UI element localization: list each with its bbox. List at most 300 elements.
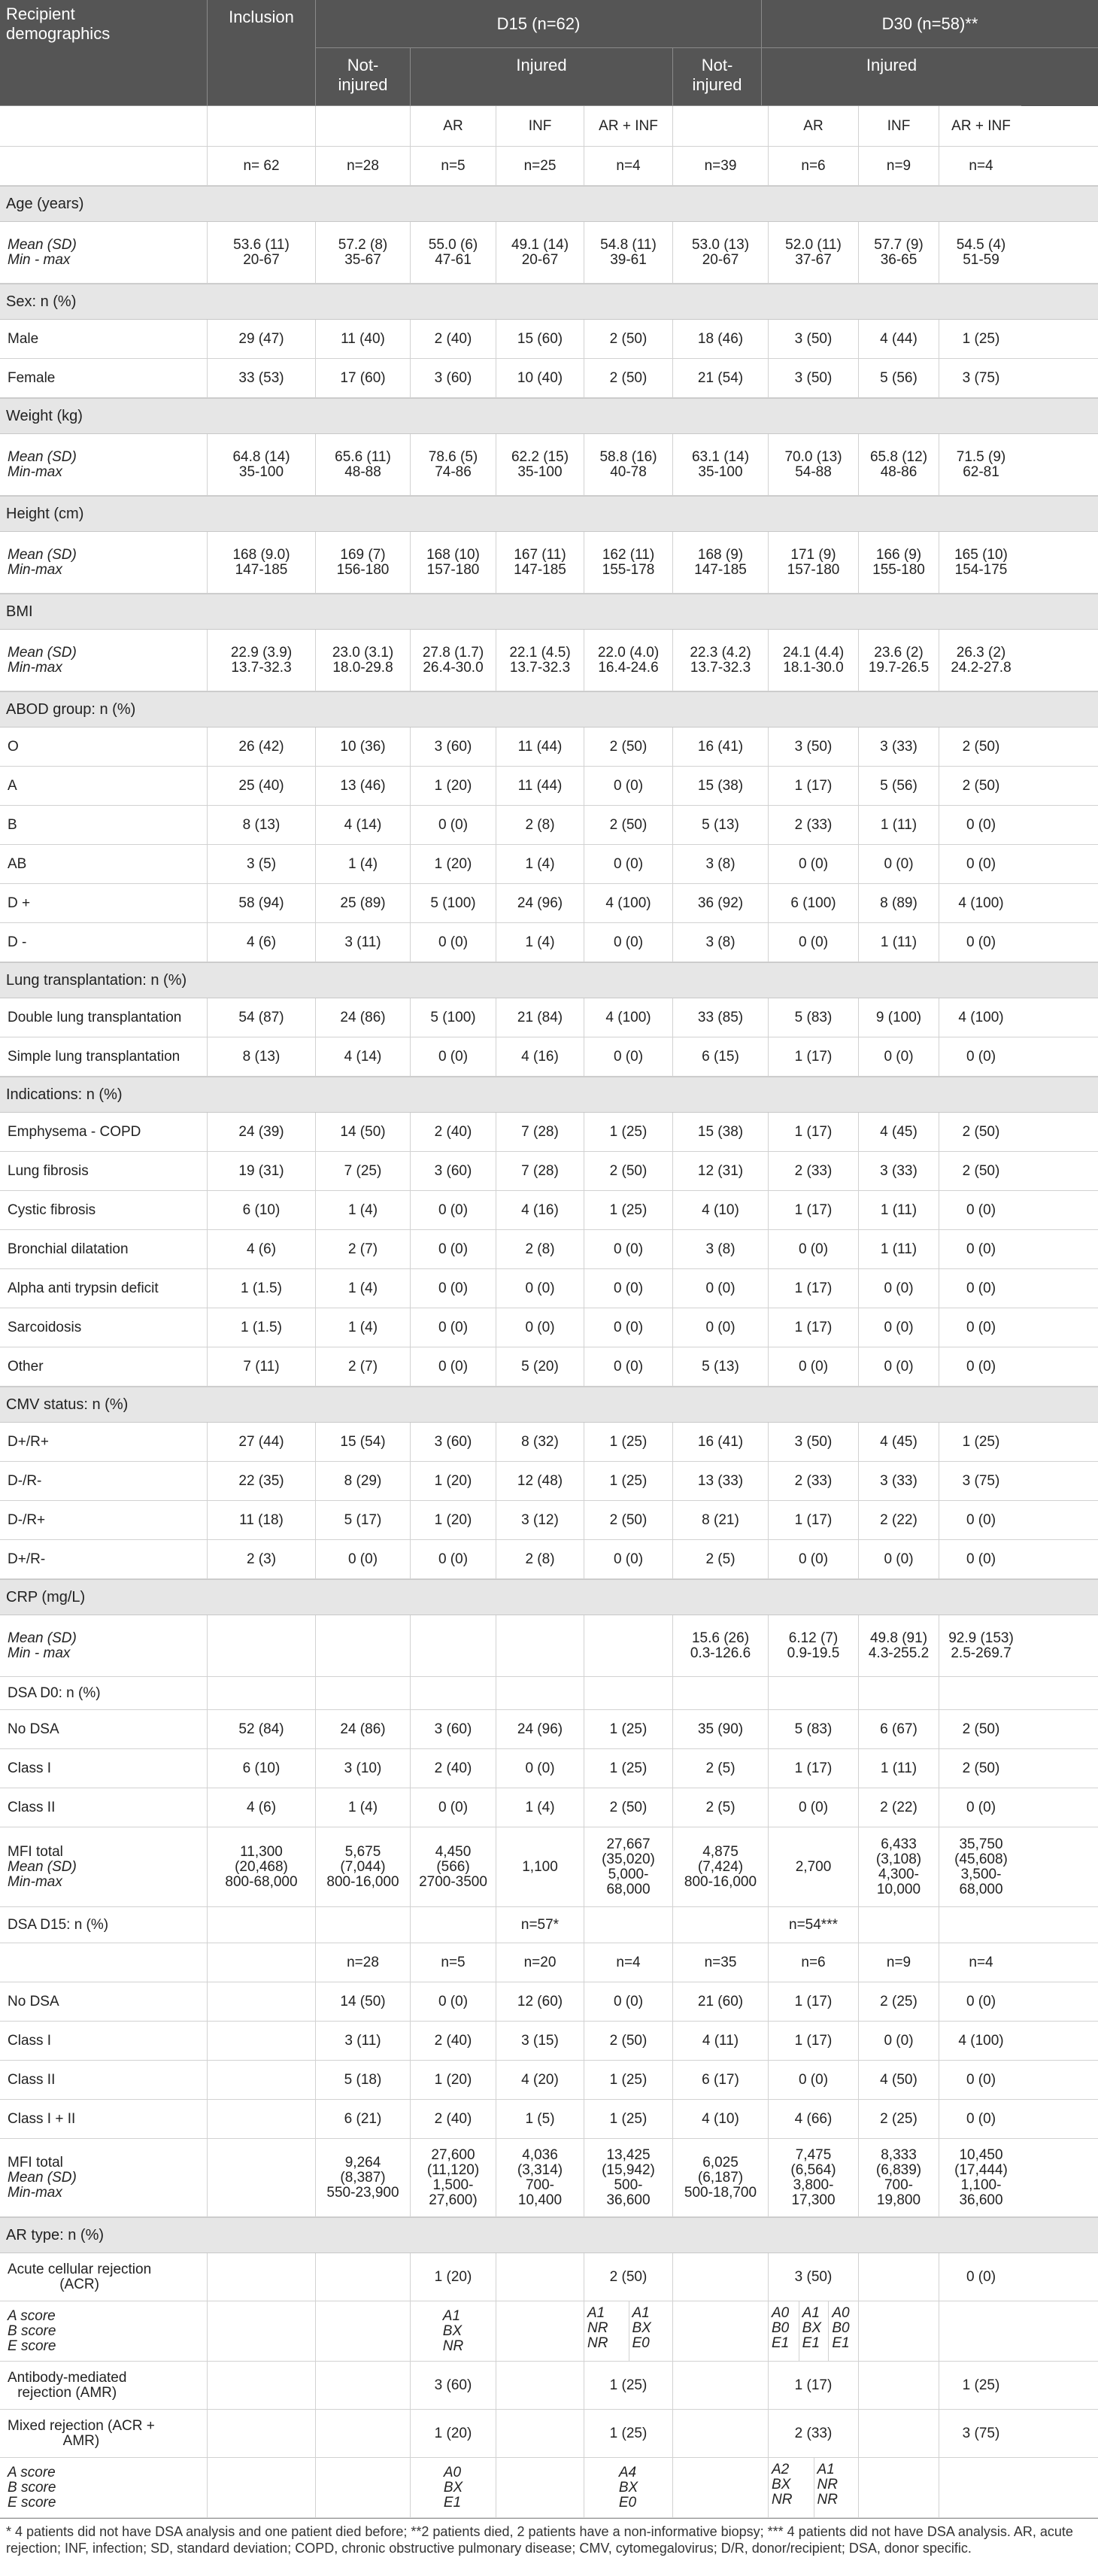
table-cell — [207, 2410, 315, 2457]
cell-text: 3 (60) — [434, 1162, 472, 1179]
cell-text: 2 (33) — [794, 1162, 833, 1179]
cell-text: 1 (17) — [794, 1319, 833, 1335]
cell-text: 4 (50) — [880, 2071, 918, 2088]
cell-text: 7 (28) — [521, 1123, 559, 1140]
table-row — [0, 2061, 1098, 2100]
cell-text: Simple lung transplantation — [8, 1048, 180, 1065]
table-cell — [315, 2139, 410, 2216]
cell-text: 15.6 (26) 0.3-126.6 — [690, 1630, 751, 1661]
cell-text: 1 (17) — [794, 1123, 833, 1140]
table-cell — [939, 2061, 1023, 2099]
table-row — [0, 106, 1098, 147]
header-d30: D30 (n=58)** — [761, 0, 1098, 48]
table-cell — [858, 1423, 939, 1461]
table-cell — [315, 2253, 410, 2301]
table-cell — [672, 434, 768, 495]
cell-text: Mean (SD) Min - max — [8, 1630, 77, 1661]
cell-text: 0 (0) — [613, 1048, 644, 1065]
row-label — [0, 1230, 207, 1268]
cell-text: 54 (87) — [238, 1009, 284, 1025]
table-cell — [672, 1788, 768, 1827]
cell-text: 57.2 (8) 35-67 — [338, 236, 388, 268]
cell-text: 1 (25) — [609, 1721, 648, 1737]
table-cell — [496, 1462, 584, 1500]
table-cell — [672, 1347, 768, 1386]
cell-text: 1 (4) — [525, 855, 555, 872]
table-cell — [858, 1308, 939, 1347]
table-cell — [584, 806, 672, 844]
table-cell — [768, 1615, 858, 1676]
cell-text: 22.1 (4.5) 13.7-32.3 — [509, 644, 571, 676]
table-cell — [207, 1749, 315, 1788]
table-cell — [672, 222, 768, 283]
table-cell — [410, 845, 496, 883]
cell-text: DSA D15: n (%) — [8, 1916, 109, 1933]
cell-text: 1 (17) — [794, 1760, 833, 1776]
table-cell — [410, 532, 496, 593]
table-row — [0, 2362, 1098, 2410]
cell-text: 4 (100) — [958, 2032, 1004, 2049]
cell-text: Sarcoidosis — [8, 1319, 82, 1335]
cell-text: D + — [8, 895, 31, 911]
cell-text: 0 (0) — [966, 1511, 996, 1528]
table-cell — [207, 1982, 315, 2021]
cell-text: No DSA — [8, 1721, 59, 1737]
table-cell — [768, 106, 858, 146]
cell-text: 7 (11) — [243, 1358, 280, 1375]
table-cell — [672, 1827, 768, 1906]
cell-text: 2 (50) — [609, 1162, 648, 1179]
cell-text: 0 (0) — [966, 2110, 996, 2127]
table-cell — [939, 1501, 1023, 1539]
table-cell — [584, 222, 672, 283]
table-cell — [939, 2301, 1023, 2361]
table-row — [0, 1230, 1098, 1269]
section-header: BMI — [0, 594, 1098, 630]
table-cell — [672, 1191, 768, 1229]
table-cell — [496, 806, 584, 844]
table-cell — [410, 1540, 496, 1578]
table-cell — [939, 359, 1023, 397]
table-cell — [672, 1615, 768, 1676]
cell-text: INF — [887, 117, 911, 134]
table-cell — [584, 1423, 672, 1461]
table-cell — [939, 728, 1023, 766]
cell-text: 19 (31) — [238, 1162, 284, 1179]
table-cell — [207, 1501, 315, 1539]
table-row — [0, 1308, 1098, 1347]
row-label — [0, 2253, 207, 2301]
table-cell — [315, 106, 410, 146]
table-cell — [410, 1749, 496, 1788]
cell-text: 3 (50) — [794, 738, 833, 755]
cell-text: 4 (10) — [702, 1201, 739, 1218]
cell-text: 33 (85) — [697, 1009, 744, 1025]
cell-text: 1 (20) — [434, 777, 472, 794]
cell-text: 1 (11) — [880, 1760, 918, 1776]
row-label — [0, 1113, 207, 1151]
table-cell — [315, 767, 410, 805]
table-row — [0, 2139, 1098, 2217]
cell-text: 11,300 (20,468) 800-68,000 — [225, 1843, 298, 1890]
row-label — [0, 1152, 207, 1190]
cell-text: 9 (100) — [875, 1009, 922, 1025]
cell-text: O — [8, 738, 19, 755]
row-label — [0, 2022, 207, 2060]
cell-text: 167 (11) 147-185 — [514, 546, 566, 578]
cell-text: 0 (0) — [798, 1241, 829, 1257]
table-cell — [315, 1501, 410, 1539]
table-cell — [584, 359, 672, 397]
cell-text: 35,750 (45,608) 3,500- 68,000 — [954, 1836, 1008, 1897]
cell-text: 6 (67) — [880, 1721, 918, 1737]
table-row — [0, 1462, 1098, 1501]
table-cell — [315, 434, 410, 495]
table-cell — [584, 1152, 672, 1190]
table-cell — [315, 1037, 410, 1076]
score-cell: A0 B0 E1 — [772, 2305, 790, 2351]
table-cell — [584, 1462, 672, 1500]
table-cell — [207, 2362, 315, 2409]
cell-text: 165 (10) 154-175 — [954, 546, 1008, 578]
cell-text: 24 (96) — [517, 1721, 563, 1737]
table-cell — [672, 1230, 768, 1268]
cell-text: 2 (50) — [609, 1511, 648, 1528]
cell-text: 62.2 (15) 35-100 — [511, 448, 569, 480]
table-cell — [768, 998, 858, 1037]
table-cell — [315, 1113, 410, 1151]
table-cell — [672, 1501, 768, 1539]
table-cell — [584, 1501, 672, 1539]
table-cell — [584, 2061, 672, 2099]
cell-text: 24 (86) — [340, 1721, 386, 1737]
table-cell — [496, 1827, 584, 1906]
cell-text: 27.8 (1.7) 26.4-30.0 — [422, 644, 484, 676]
table-cell — [939, 1037, 1023, 1076]
table-cell — [207, 1827, 315, 1906]
table-cell — [315, 2022, 410, 2060]
cell-text: 4 (45) — [880, 1433, 918, 1450]
table-cell — [768, 1191, 858, 1229]
cell-text: 1 (25) — [609, 2425, 648, 2441]
table-cell — [939, 1113, 1023, 1151]
cell-text: 0 (0) — [966, 934, 996, 950]
cell-text: 1 (4) — [525, 934, 555, 950]
cell-text: 22.0 (4.0) 16.4-24.6 — [597, 644, 660, 676]
table-cell — [939, 2362, 1023, 2409]
table-cell — [858, 728, 939, 766]
cell-text: AR + INF — [951, 117, 1011, 134]
cell-text: n=6 — [801, 157, 826, 174]
table-cell — [858, 147, 939, 185]
table-row — [0, 1191, 1098, 1230]
cell-text: 1 (20) — [434, 1511, 472, 1528]
table-cell — [410, 767, 496, 805]
cell-text: D-/R+ — [8, 1511, 46, 1528]
cell-text: 15 (54) — [340, 1433, 386, 1450]
table-cell — [858, 923, 939, 961]
score-cell: A1 NR NR — [814, 2458, 859, 2517]
cell-text: 2 (8) — [525, 816, 555, 833]
cell-text: 1 (11) — [880, 1201, 918, 1218]
header-d30-not-injured: Not- injured — [672, 48, 761, 106]
cell-text: 5 (100) — [430, 1009, 476, 1025]
cell-text: 0 (0) — [438, 1241, 469, 1257]
table-cell — [858, 1230, 939, 1268]
table-cell — [672, 1152, 768, 1190]
cell-text: 0 (0) — [966, 855, 996, 872]
table-cell — [768, 1462, 858, 1500]
table-cell — [858, 2301, 939, 2361]
table-cell — [584, 2253, 672, 2301]
cell-text: 3 (8) — [705, 934, 736, 950]
cell-text: 12 (60) — [517, 1993, 563, 2009]
table-cell — [858, 998, 939, 1037]
table-cell — [584, 1113, 672, 1151]
table-cell — [672, 106, 768, 146]
table-cell — [768, 2362, 858, 2409]
row-label — [0, 222, 207, 283]
cell-text: 1 (17) — [794, 2377, 833, 2393]
table-cell — [672, 532, 768, 593]
table-cell — [858, 1462, 939, 1500]
table-cell — [768, 728, 858, 766]
table-cell — [672, 2362, 768, 2409]
cell-text: 0 (0) — [525, 1760, 555, 1776]
table-cell — [496, 2139, 584, 2216]
table-cell — [315, 1230, 410, 1268]
table-cell — [584, 2301, 672, 2361]
cell-text: 0 (0) — [438, 1551, 469, 1567]
cell-text: 2 (40) — [434, 2110, 472, 2127]
cell-text: 2 (25) — [880, 2110, 918, 2127]
score-cell: A1 BX E1 — [799, 2301, 829, 2361]
table-row — [0, 1943, 1098, 1982]
table-cell — [939, 1982, 1023, 2021]
row-label — [0, 998, 207, 1037]
cell-text: 0 (0) — [884, 1358, 914, 1375]
table-cell — [858, 1540, 939, 1578]
cell-text: 2 (50) — [962, 1123, 1000, 1140]
table-cell — [939, 1827, 1023, 1906]
cell-text: 3 (75) — [962, 369, 1000, 386]
section-header: Age (years) — [0, 186, 1098, 222]
cell-text: Mean (SD) Min-max — [8, 644, 77, 676]
cell-text: Mean (SD) Min-max — [8, 448, 77, 480]
cell-text: 0 (0) — [438, 1358, 469, 1375]
cell-text: INF — [528, 117, 552, 134]
table-cell — [768, 532, 858, 593]
cell-text: 63.1 (14) 35-100 — [691, 448, 750, 480]
cell-text: Class II — [8, 1799, 56, 1815]
table-cell — [768, 222, 858, 283]
table-cell — [584, 1191, 672, 1229]
table-cell — [496, 359, 584, 397]
cell-text: 0 (0) — [966, 1358, 996, 1375]
cell-text: 1 (20) — [434, 2425, 472, 2441]
table-cell — [672, 1907, 768, 1943]
cell-text: 4 (14) — [344, 816, 382, 833]
cell-text: 6 (15) — [702, 1048, 739, 1065]
table-cell — [496, 767, 584, 805]
row-label — [0, 2139, 207, 2216]
cell-text: 18 (46) — [697, 330, 744, 347]
table-row — [0, 1982, 1098, 2022]
table-cell — [496, 222, 584, 283]
cell-text: 22.3 (4.2) 13.7-32.3 — [690, 644, 751, 676]
table-cell — [496, 2410, 584, 2457]
cell-text: AR + INF — [599, 117, 658, 134]
cell-text: 2 (22) — [880, 1511, 918, 1528]
cell-text: 22 (35) — [238, 1472, 284, 1489]
mfi-sublabel: Mean (SD) Min-max — [8, 2169, 77, 2201]
cell-text: 168 (10) 157-180 — [426, 546, 480, 578]
cell-text: 26 (42) — [238, 738, 284, 755]
cell-text: D - — [8, 934, 27, 950]
cell-text: 3 (50) — [794, 330, 833, 347]
cell-text: 65.6 (11) 48-88 — [335, 448, 391, 480]
cell-text: 8 (89) — [880, 895, 918, 911]
table-row — [0, 1827, 1098, 1907]
cell-text: n=4 — [616, 1954, 641, 1970]
table-cell — [672, 2022, 768, 2060]
table-cell — [858, 2100, 939, 2138]
table-cell — [207, 2301, 315, 2361]
table-cell — [410, 2253, 496, 2301]
cell-text: 168 (9.0) 147-185 — [232, 546, 290, 578]
cell-text: 1 (25) — [962, 1433, 1000, 1450]
table-cell — [496, 845, 584, 883]
mfi-label: MFI total — [8, 1843, 63, 1860]
cell-text: n=28 — [347, 157, 379, 174]
cell-text: DSA D0: n (%) — [8, 1684, 101, 1701]
table-cell — [672, 728, 768, 766]
cell-text: 1 (4) — [347, 1319, 378, 1335]
cell-text: 0 (0) — [798, 1358, 829, 1375]
table-cell — [496, 998, 584, 1037]
table-cell — [672, 1308, 768, 1347]
table-row — [0, 998, 1098, 1037]
table-row — [0, 1501, 1098, 1540]
cell-text: 162 (11) 155-178 — [602, 546, 655, 578]
table-cell — [672, 2100, 768, 2138]
table-row — [0, 1269, 1098, 1308]
row-label — [0, 434, 207, 495]
table-cell — [858, 222, 939, 283]
cell-text: 26.3 (2) 24.2-27.8 — [951, 644, 1012, 676]
cell-text: 24 (39) — [238, 1123, 284, 1140]
table-cell — [410, 434, 496, 495]
cell-text: 0 (0) — [613, 934, 644, 950]
cell-text: n=4 — [616, 157, 641, 174]
cell-text: 2 (5) — [705, 1760, 736, 1776]
table-cell — [672, 147, 768, 185]
cell-text: 3 (15) — [521, 2032, 559, 2049]
table-row — [0, 767, 1098, 806]
table-cell — [858, 1982, 939, 2021]
table-cell — [768, 434, 858, 495]
table-cell — [584, 106, 672, 146]
table-cell — [584, 767, 672, 805]
row-label — [0, 845, 207, 883]
table-cell — [939, 2410, 1023, 2457]
cell-text: 25 (89) — [340, 895, 386, 911]
table-cell — [858, 1615, 939, 1676]
table-cell — [315, 1788, 410, 1827]
cell-text: A score B score E score — [8, 2307, 56, 2354]
table-cell — [207, 434, 315, 495]
cell-text: 58.8 (16) 40-78 — [599, 448, 657, 480]
table-cell — [939, 106, 1023, 146]
cell-text: D+/R- — [8, 1551, 46, 1567]
table-cell — [496, 2061, 584, 2099]
table-cell — [207, 845, 315, 883]
cell-text: 2 (50) — [609, 2032, 648, 2049]
cell-text: 15 (60) — [517, 330, 563, 347]
cell-text: 2 (8) — [525, 1241, 555, 1257]
table-row — [0, 1423, 1098, 1462]
row-label — [0, 1907, 207, 1943]
cell-text: 4,036 (3,314) 700- 10,400 — [517, 2146, 563, 2208]
table-cell — [939, 222, 1023, 283]
table-cell — [207, 1230, 315, 1268]
cell-text: AR — [803, 117, 824, 134]
cell-text: 1 (11) — [880, 816, 918, 833]
cell-text: 4 (10) — [702, 2110, 739, 2127]
cell-text: 23.6 (2) 19.7-26.5 — [868, 644, 930, 676]
table-cell — [768, 1788, 858, 1827]
cell-text: 0 (0) — [966, 1201, 996, 1218]
table-cell — [939, 630, 1023, 691]
table-cell — [207, 147, 315, 185]
table-cell — [939, 2022, 1023, 2060]
cell-text: A — [8, 777, 17, 794]
cell-text: n=9 — [886, 1954, 911, 1970]
cell-text: n=25 — [523, 157, 557, 174]
cell-text: 3 (8) — [705, 855, 736, 872]
cell-text: 1 (25) — [609, 1123, 648, 1140]
cell-text: 17 (60) — [340, 369, 386, 386]
table-cell — [858, 2458, 939, 2517]
row-label — [0, 2458, 207, 2517]
cell-text: 5 (17) — [344, 1511, 382, 1528]
table-cell — [410, 320, 496, 358]
cell-text: 49.8 (91) 4.3-255.2 — [868, 1630, 930, 1661]
table-cell — [672, 1462, 768, 1500]
table-cell — [496, 2100, 584, 2138]
table-cell — [584, 2458, 672, 2517]
table-cell — [939, 1308, 1023, 1347]
cell-text: 5 (13) — [702, 816, 739, 833]
cell-text: A0 BX E1 — [443, 2464, 463, 2511]
cell-text: 2 (3) — [246, 1551, 277, 1567]
cell-text: 1 (20) — [434, 855, 472, 872]
table-cell — [315, 1982, 410, 2021]
table-cell — [939, 320, 1023, 358]
table-cell — [939, 806, 1023, 844]
cell-text: 0 (0) — [798, 1551, 829, 1567]
table-cell — [496, 1113, 584, 1151]
table-cell — [410, 2100, 496, 2138]
table-cell — [410, 1423, 496, 1461]
row-label — [0, 1347, 207, 1386]
header-inclusion: Inclusion — [207, 0, 315, 106]
cell-text: D-/R- — [8, 1472, 42, 1489]
cell-text: 3 (33) — [880, 1472, 918, 1489]
cell-text: 53.6 (11) 20-67 — [233, 236, 290, 268]
table-cell — [939, 1462, 1023, 1500]
table-cell — [496, 2458, 584, 2517]
